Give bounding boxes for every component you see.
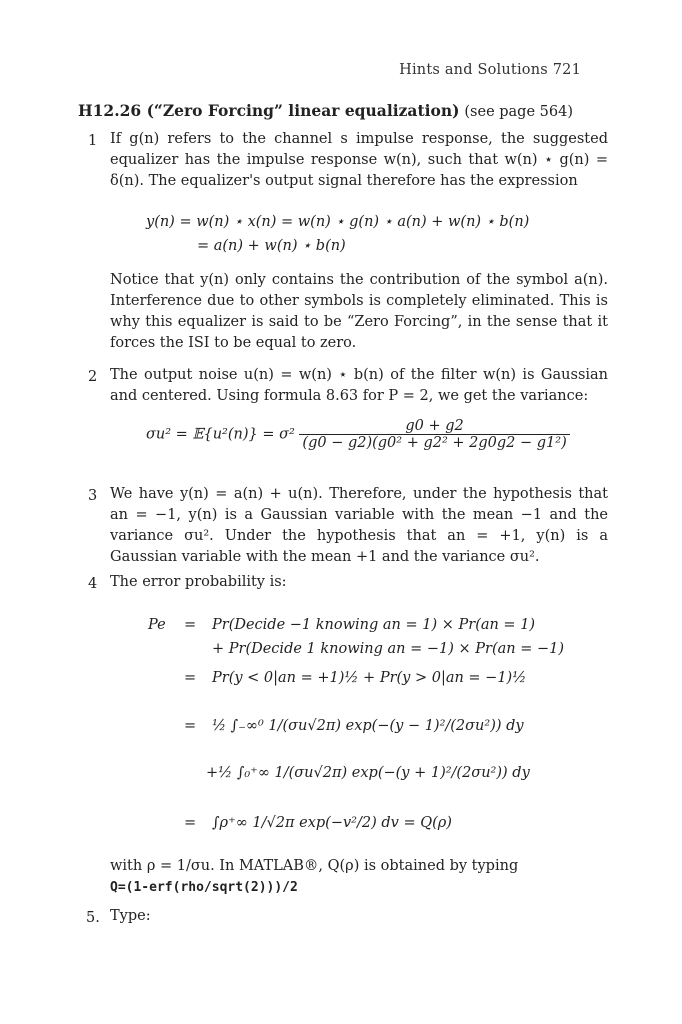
item-number-1: 1 [88,133,98,149]
error-prob-line-4: ½ ∫₋∞⁰ 1/(σu√2π) exp(−(y − 1)²/(2σu²)) dy [212,718,524,734]
item-1-remark: Notice that y(n) only contains the contribution of the symbol a(n). Interference due to other symbols is completely eliminated. This is why this equalizer is said to be “Zero Forcing”, in the sense that it forces the ISI to be equal to zero. [110,272,608,351]
item-3-text: We have y(n) = a(n) + u(n). Therefore, under the hypothesis that an = −1, y(n) is a Gaussian variable with the mean −1 and the variance σu². Under the hypothesis that an = +1, y(n) is a Gaussian variable with the mean +1 and the variance σu². [110,486,608,565]
variance-numerator: g0 + g2 [405,418,464,434]
equals-sign: = [184,617,197,633]
item-number-2: 2 [88,369,98,385]
error-prob-line-3: Pr(y < 0|an = +1)½ + Pr(y > 0|an = −1)½ [212,670,527,686]
section-title-text: H12.26 (“Zero Forcing” linear equalization) [78,101,460,120]
item-5-text: Type: [110,908,151,924]
variance-denominator: (g0 − g2)(g0² + g2² + 2g0g2 − g1²) [299,434,569,451]
variance-equation [146,418,570,451]
equals-sign: = [184,718,197,734]
matlab-sentence: with ρ = 1/σu. In MATLAB®, Q(ρ) is obtained by typing [110,858,519,874]
error-prob-line-1: Pr(Decide −1 knowing an = 1) × Pr(an = 1) [212,617,536,633]
item-number-4: 4 [88,576,98,592]
variance-lhs: σu² = 𝔼{u²(n)} = σ² [146,426,295,443]
matlab-code: Q=(1-erf(rho/sqrt(2)))/2 [110,880,298,895]
item-4-text: The error probability is: [110,574,287,590]
equals-sign: = [184,670,197,686]
equation-1-line-2: = a(n) + w(n) ⋆ b(n) [197,238,346,254]
equals-sign: = [184,815,197,831]
item-1-text: If g(n) refers to the channel s impulse response, the suggested equalizer has the impulse response w(n), such that w(n) ⋆ g(n) = δ(n). The equalizer's output signal therefore has the expression [110,131,608,189]
error-prob-line-2: + Pr(Decide 1 knowing an = −1) × Pr(an = −1) [212,641,564,657]
item-2-text: The output noise u(n) = w(n) ⋆ b(n) of the filter w(n) is Gaussian and centered. Using formula 8.63 for P = 2, we get the variance: [110,367,608,404]
page-reference: (see page 564) [464,104,573,120]
error-prob-line-5: +½ ∫₀⁺∞ 1/(σu√2π) exp(−(y + 1)²/(2σu²)) dy [206,765,530,781]
item-number-5: 5. [86,910,100,926]
error-prob-line-6: ∫ρ⁺∞ 1/√2π exp(−v²/2) dv = Q(ρ) [212,815,452,831]
section-title [78,101,573,120]
running-header: Hints and Solutions 721 [399,62,581,78]
item-number-3: 3 [88,488,98,504]
equation-1-line-1: y(n) = w(n) ⋆ x(n) = w(n) ⋆ g(n) ⋆ a(n) + w(n) ⋆ b(n) [146,214,530,230]
error-prob-symbol: Pe [148,617,166,633]
variance-fraction [299,418,569,451]
